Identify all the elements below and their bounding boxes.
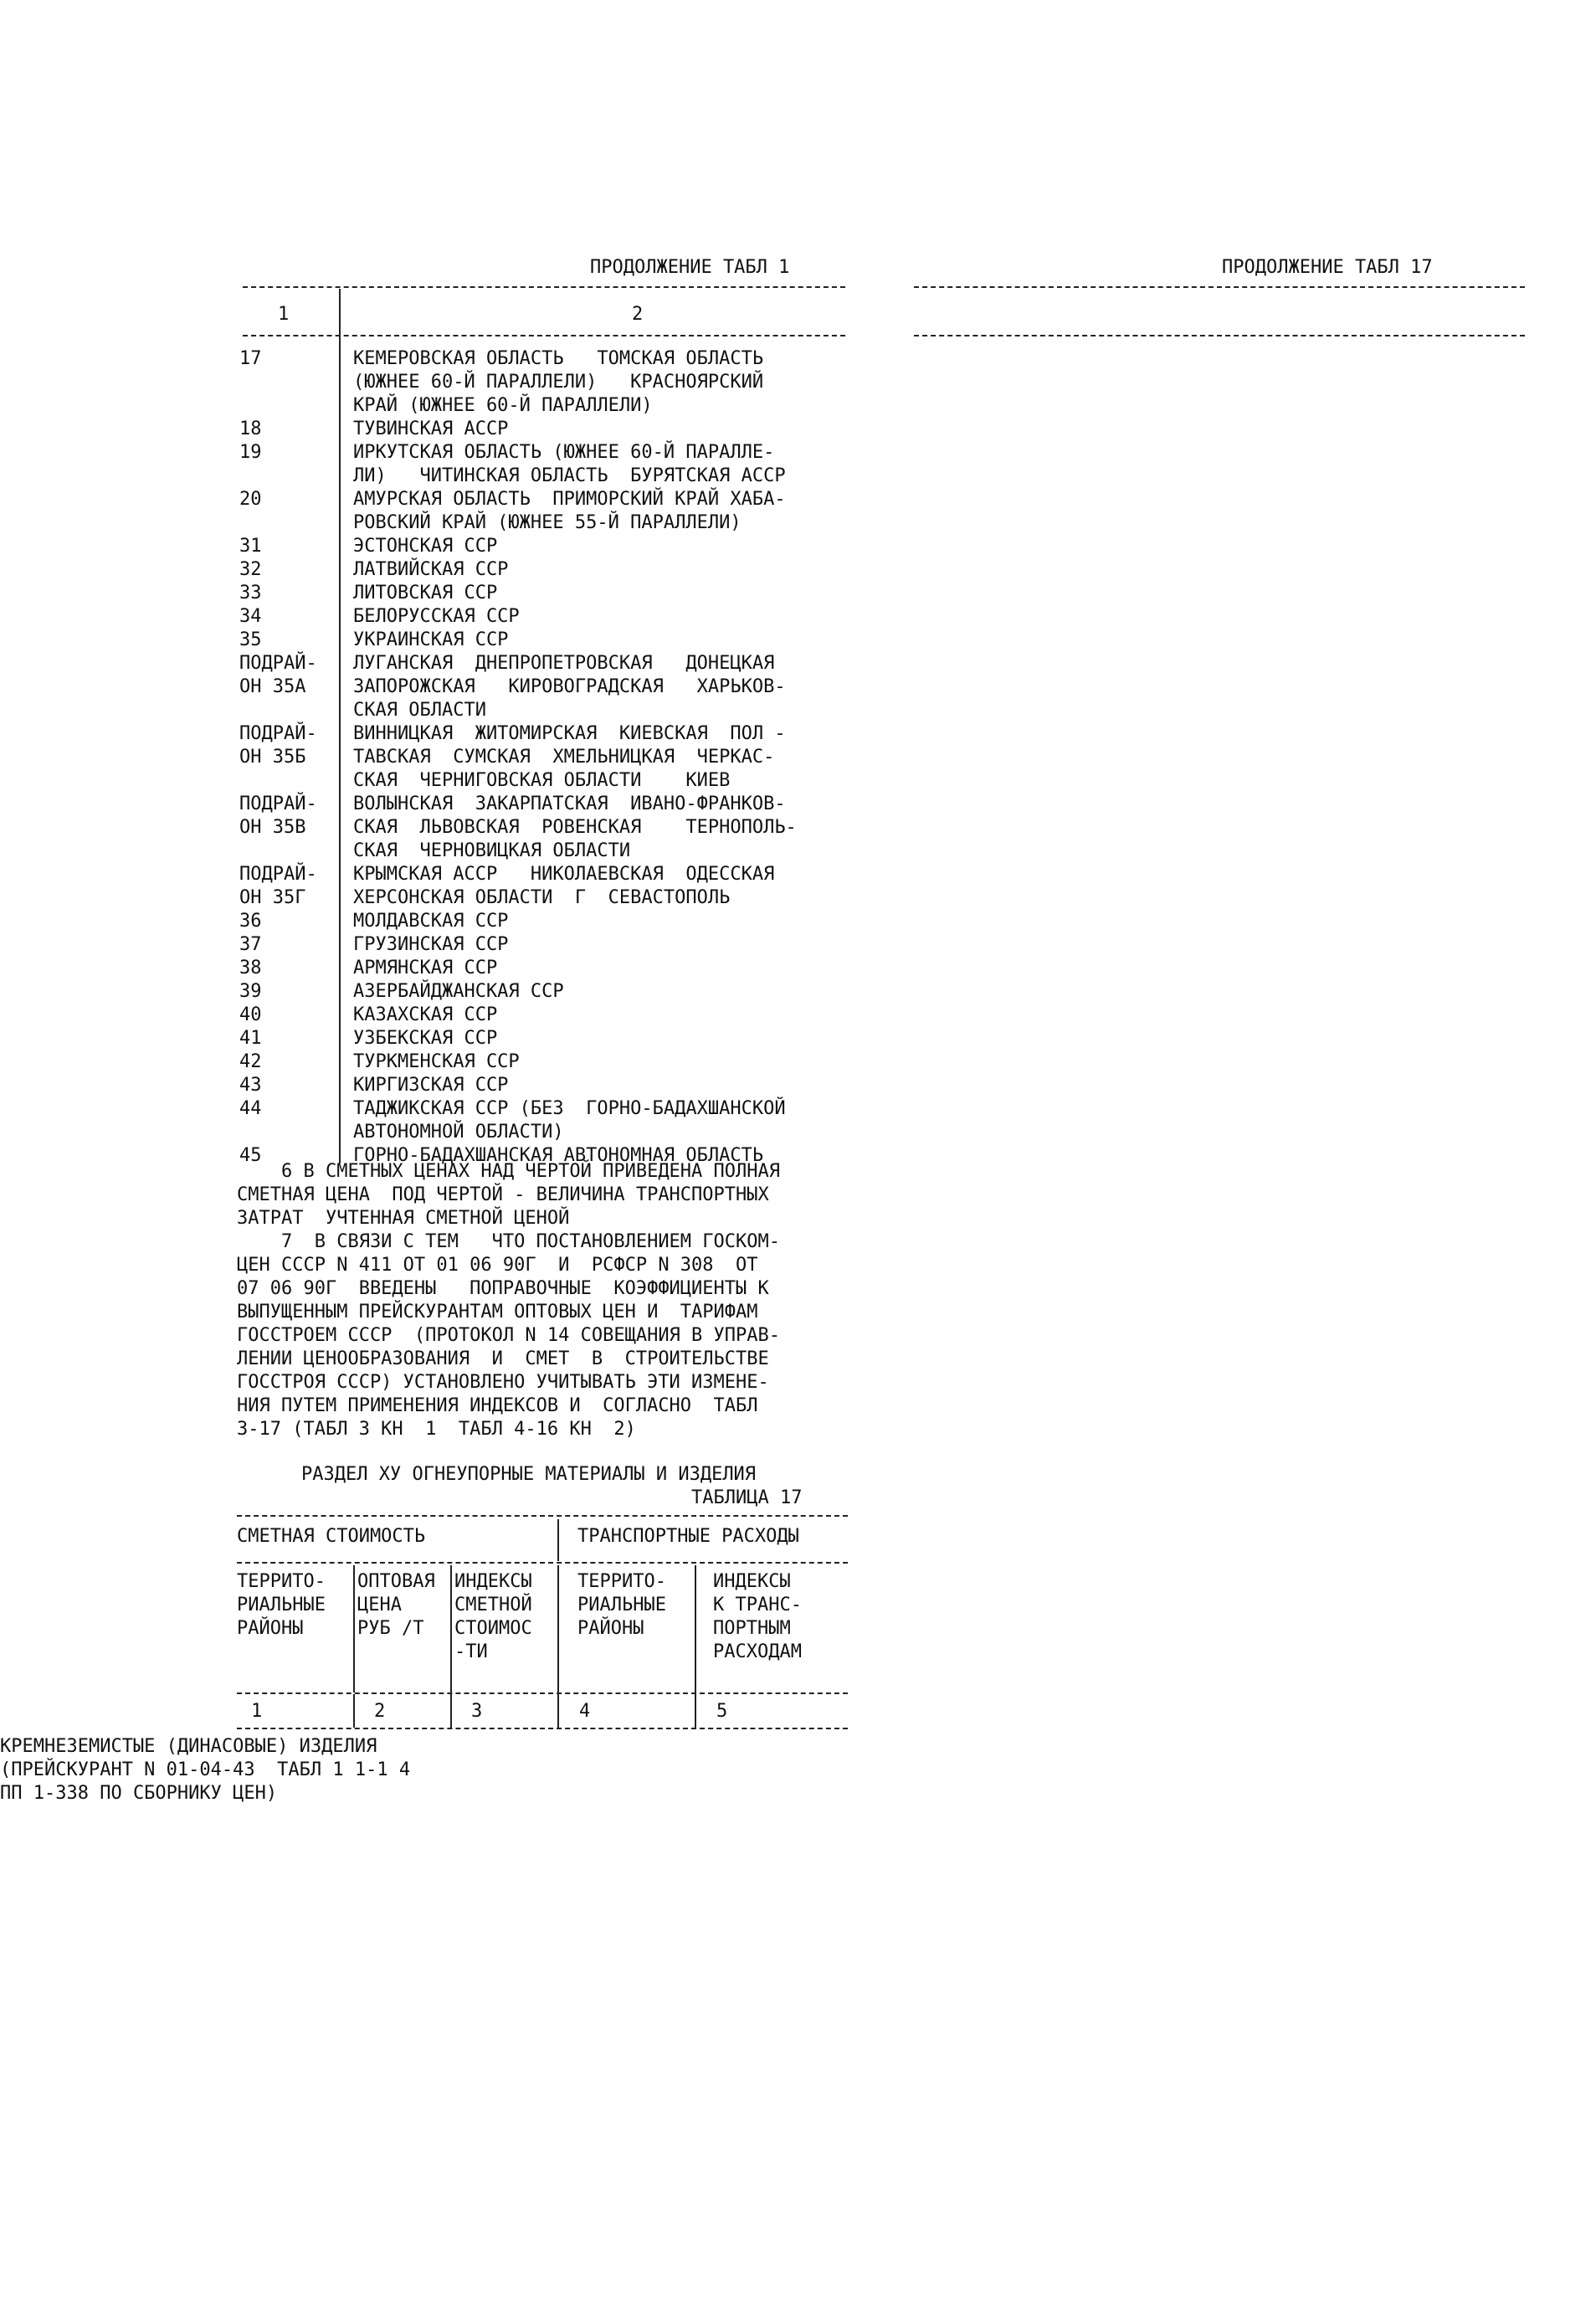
region-code: ОН 35А: [239, 676, 306, 697]
column-header: ИНДЕКСЫ: [454, 1571, 532, 1592]
region-code: ПОДРАЙ-: [239, 864, 317, 885]
column-header: РУБ /Т: [357, 1618, 424, 1639]
region-code: ПОДРАЙ-: [239, 794, 317, 814]
subtitle-line: КРЕМНЕЗЕМИСТЫЕ (ДИНАСОВЫЕ) ИЗДЕЛИЯ: [0, 1736, 377, 1757]
region-name: СКАЯ ЧЕРНИГОВСКАЯ ОБЛАСТИ КИЕВ: [353, 770, 731, 791]
region-name: КАЗАХСКАЯ ССР: [353, 1004, 498, 1025]
region-code: 41: [239, 1028, 262, 1049]
region-name: ХЕРСОНСКАЯ ОБЛАСТИ Г СЕВАСТОПОЛЬ: [353, 887, 731, 908]
region-code: 39: [239, 981, 262, 1002]
column-separator: [353, 1694, 355, 1728]
subtitle-line: ПП 1-338 ПО СБОРНИКУ ЦЕН): [0, 1783, 278, 1804]
column-separator: [353, 1565, 355, 1692]
region-name: БЕЛОРУССКАЯ ССР: [353, 606, 520, 627]
column-separator: [450, 1694, 452, 1728]
column-header: РАЙОНЫ: [577, 1618, 644, 1639]
group-header-cost: СМЕТНАЯ СТОИМОСТЬ: [237, 1526, 426, 1547]
divider: [237, 1692, 848, 1694]
note-line: 6 В СМЕТНЫХ ЦЕНАХ НАД ЧЕРТОЙ ПРИВЕДЕНА ПОЛНАЯ: [237, 1161, 781, 1182]
region-code: 19: [239, 442, 262, 463]
region-name: АВТОНОМНОЙ ОБЛАСТИ): [353, 1122, 564, 1143]
region-name: ЛУГАНСКАЯ ДНЕПРОПЕТРОВСКАЯ ДОНЕЦКАЯ: [353, 653, 775, 674]
column-header: ТЕРРИТО-: [237, 1571, 326, 1592]
column-header: РИАЛЬНЫЕ: [237, 1595, 326, 1615]
region-name: УЗБЕКСКАЯ ССР: [353, 1028, 498, 1049]
column-number: 2: [374, 1701, 386, 1722]
region-name: ЗАПОРОЖСКАЯ КИРОВОГРАДСКАЯ ХАРЬКОВ-: [353, 676, 786, 697]
table-title: ТАБЛИЦА 17: [691, 1487, 803, 1508]
region-name: СКАЯ ЧЕРНОВИЦКАЯ ОБЛАСТИ: [353, 840, 631, 861]
divider: [237, 1515, 848, 1517]
region-name: КРЫМСКАЯ АССР НИКОЛАЕВСКАЯ ОДЕССКАЯ: [353, 864, 775, 885]
region-code: 45: [239, 1145, 262, 1166]
region-name: АЗЕРБАЙДЖАНСКАЯ ССР: [353, 981, 564, 1002]
region-code: ПОДРАЙ-: [239, 723, 317, 744]
region-name: ИРКУТСКАЯ ОБЛАСТЬ (ЮЖНЕЕ 60-Й ПАРАЛЛЕ-: [353, 442, 775, 463]
column-separator: [557, 1565, 559, 1692]
divider: [914, 286, 1525, 288]
region-name: ТУВИНСКАЯ АССР: [353, 419, 509, 439]
note-line: 07 06 90Г ВВЕДЕНЫ ПОПРАВОЧНЫЕ КОЭФФИЦИЕНТЫ К: [237, 1278, 769, 1299]
region-code: 44: [239, 1098, 262, 1119]
note-line: ЦЕН СССР N 411 ОТ 01 06 90Г И РСФСР N 308 ОТ: [237, 1255, 758, 1276]
column-header: -ТИ: [454, 1641, 488, 1662]
note-line: ЛЕНИИ ЦЕНООБРАЗОВАНИЯ И СМЕТ В СТРОИТЕЛЬСТВЕ: [237, 1348, 769, 1369]
region-code: 31: [239, 536, 262, 557]
region-code: 17: [239, 348, 262, 369]
divider: [237, 1728, 848, 1729]
region-code: ОН 35Г: [239, 887, 306, 908]
divider: [243, 286, 845, 288]
region-name: СКАЯ ОБЛАСТИ: [353, 700, 486, 721]
region-name: МОЛДАВСКАЯ ССР: [353, 911, 509, 932]
note-line: ВЫПУЩЕННЫМ ПРЕЙСКУРАНТАМ ОПТОВЫХ ЦЕН И ТАРИФАМ: [237, 1302, 758, 1323]
note-line: 7 В СВЯЗИ С ТЕМ ЧТО ПОСТАНОВЛЕНИЕМ ГОСКОМ-: [237, 1231, 781, 1252]
column-header: ПОРТНЫМ: [713, 1618, 791, 1639]
region-name: ГРУЗИНСКАЯ ССР: [353, 934, 509, 955]
column-header: ИНДЕКСЫ: [713, 1571, 791, 1592]
region-code: 34: [239, 606, 262, 627]
note-line: НИЯ ПУТЕМ ПРИМЕНЕНИЯ ИНДЕКСОВ И СОГЛАСНО ТАБЛ: [237, 1395, 758, 1416]
region-code: 32: [239, 559, 262, 580]
region-name: РОВСКИЙ КРАЙ (ЮЖНЕЕ 55-Й ПАРАЛЛЕЛИ): [353, 512, 742, 533]
region-name: ГОРНО-БАДАХШАНСКАЯ АВТОНОМНАЯ ОБЛАСТЬ: [353, 1145, 764, 1166]
divider: [237, 1562, 848, 1564]
region-name: ТАДЖИКСКАЯ ССР (БЕЗ ГОРНО-БАДАХШАНСКОЙ: [353, 1098, 786, 1119]
column-header: К ТРАНС-: [713, 1595, 802, 1615]
right-table-header: ПРОДОЛЖЕНИЕ ТАБЛ 17: [1222, 257, 1433, 278]
divider: [914, 335, 1525, 336]
left-table-header: ПРОДОЛЖЕНИЕ ТАБЛ 1: [590, 257, 790, 278]
section-title: РАЗДЕЛ XУ ОГНЕУПОРНЫЕ МАТЕРИАЛЫ И ИЗДЕЛИЯ: [301, 1464, 757, 1485]
region-code: ПОДРАЙ-: [239, 653, 317, 674]
region-name: АМУРСКАЯ ОБЛАСТЬ ПРИМОРСКИЙ КРАЙ ХАБА-: [353, 489, 786, 510]
region-name: УКРАИНСКАЯ ССР: [353, 629, 509, 650]
region-name: СКАЯ ЛЬВОВСКАЯ РОВЕНСКАЯ ТЕРНОПОЛЬ-: [353, 817, 797, 838]
region-code: ОН 35В: [239, 817, 306, 838]
note-line: ГОССТРОЯ СССР) УСТАНОВЛЕНО УЧИТЫВАТЬ ЭТИ ИЗМЕНЕ-: [237, 1372, 769, 1393]
region-code: ОН 35Б: [239, 747, 306, 768]
column-number: 5: [716, 1701, 728, 1722]
region-code: 40: [239, 1004, 262, 1025]
column-header: РАЙОНЫ: [237, 1618, 304, 1639]
column-header: СТОИМОС: [454, 1618, 532, 1639]
column-number: 4: [579, 1701, 591, 1722]
column-header: ТЕРРИТО-: [577, 1571, 666, 1592]
region-code: 38: [239, 958, 262, 978]
region-name: ВОЛЫНСКАЯ ЗАКАРПАТСКАЯ ИВАНО-ФРАНКОВ-: [353, 794, 786, 814]
region-name: ЛИТОВСКАЯ ССР: [353, 583, 498, 603]
region-name: ТУРКМЕНСКАЯ ССР: [353, 1051, 520, 1072]
column-header: РИАЛЬНЫЕ: [577, 1595, 666, 1615]
note-line: ЗАТРАТ УЧТЕННАЯ СМЕТНОЙ ЦЕНОЙ: [237, 1208, 570, 1229]
column-separator: [339, 289, 341, 1163]
region-name: КРАЙ (ЮЖНЕЕ 60-Й ПАРАЛЛЕЛИ): [353, 395, 653, 416]
group-header-transport: ТРАНСПОРТНЫЕ РАСХОДЫ: [577, 1526, 799, 1547]
region-name: АРМЯНСКАЯ ССР: [353, 958, 498, 978]
subtitle-line: (ПРЕЙСКУРАНТ N 01-04-43 ТАБЛ 1 1-1 4: [0, 1759, 411, 1780]
region-name: КИРГИЗСКАЯ ССР: [353, 1075, 509, 1096]
region-name: ЭСТОНСКАЯ ССР: [353, 536, 498, 557]
column-separator: [695, 1565, 696, 1692]
column-header: ОПТОВАЯ: [357, 1571, 435, 1592]
column-number: 1: [251, 1701, 263, 1722]
region-name: ЛАТВИЙСКАЯ ССР: [353, 559, 509, 580]
column-header: РАСХОДАМ: [713, 1641, 802, 1662]
region-code: 43: [239, 1075, 262, 1096]
column-separator: [450, 1565, 452, 1692]
region-name: КЕМЕРОВСКАЯ ОБЛАСТЬ ТОМСКАЯ ОБЛАСТЬ: [353, 348, 764, 369]
column-separator: [695, 1694, 696, 1728]
column-header: СМЕТНОЙ: [454, 1595, 532, 1615]
region-code: 36: [239, 911, 262, 932]
note-line: ГОССТРОЕМ СССР (ПРОТОКОЛ N 14 СОВЕЩАНИЯ В УПРАВ-: [237, 1325, 781, 1346]
region-code: 37: [239, 934, 262, 955]
column-separator: [557, 1519, 559, 1561]
region-name: ТАВСКАЯ СУМСКАЯ ХМЕЛЬНИЦКАЯ ЧЕРКАС-: [353, 747, 775, 768]
column-number: 1: [278, 304, 290, 325]
region-code: 20: [239, 489, 262, 510]
column-separator: [557, 1694, 559, 1728]
region-code: 33: [239, 583, 262, 603]
note-line: СМЕТНАЯ ЦЕНА ПОД ЧЕРТОЙ - ВЕЛИЧИНА ТРАНСПОРТНЫХ: [237, 1184, 769, 1205]
note-line: 3-17 (ТАБЛ 3 КН 1 ТАБЛ 4-16 КН 2): [237, 1419, 636, 1440]
region-code: 18: [239, 419, 262, 439]
region-code: 42: [239, 1051, 262, 1072]
region-code: 35: [239, 629, 262, 650]
column-number: 2: [632, 304, 644, 325]
region-name: (ЮЖНЕЕ 60-Й ПАРАЛЛЕЛИ) КРАСНОЯРСКИЙ: [353, 372, 764, 393]
divider: [243, 335, 845, 336]
column-number: 3: [471, 1701, 483, 1722]
region-name: ЛИ) ЧИТИНСКАЯ ОБЛАСТЬ БУРЯТСКАЯ АССР: [353, 465, 786, 486]
region-name: ВИННИЦКАЯ ЖИТОМИРСКАЯ КИЕВСКАЯ ПОЛ -: [353, 723, 786, 744]
column-header: ЦЕНА: [357, 1595, 402, 1615]
